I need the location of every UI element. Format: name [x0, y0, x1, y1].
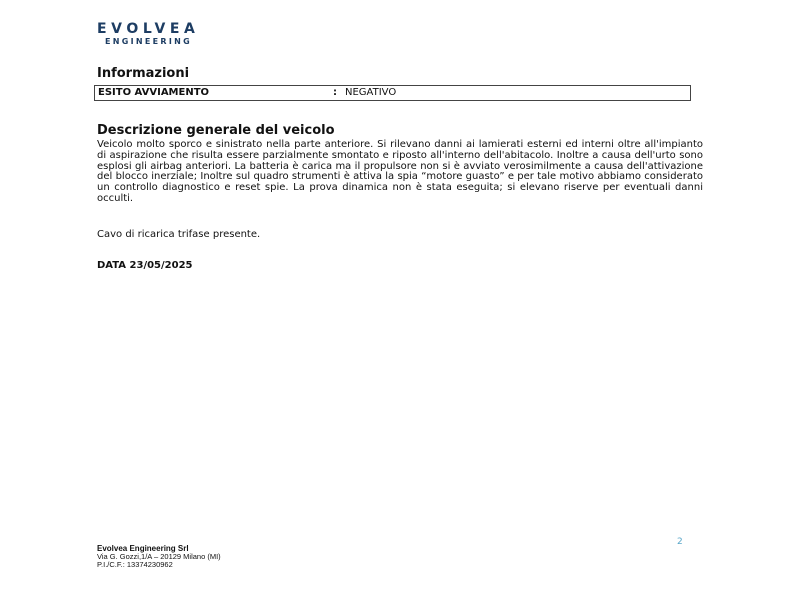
page-number: 2	[677, 537, 683, 547]
company-logo	[97, 22, 227, 46]
section-title-informazioni: Informazioni	[97, 66, 190, 81]
info-key: ESITO AVVIAMENTO	[98, 87, 210, 98]
footer-company: Evolvea Engineering Srl	[97, 544, 189, 553]
section-title-descrizione: Descrizione generale del veicolo	[97, 123, 335, 138]
page-footer	[97, 545, 221, 569]
footer-address: Via G. Gozzi,1/A – 20129 Milano (MI)	[97, 552, 221, 561]
logo-subtitle: ENGINEERING	[105, 37, 193, 46]
info-value: NEGATIVO	[345, 87, 397, 98]
logo-wordmark: EVOLVEA	[97, 21, 200, 37]
description-paragraph: Veicolo molto sporco e sinistrato nella parte anteriore. Si rilevano danni ai lamierati esterni ed interni oltre all'impianto di aspirazione che risulta essere parzialmente smontato e riposto all'interno dell'abitacolo. Inoltre a causa dell'urto sono esplosi gli airbag anteriori. La batteria è carica ma il propulsore non si è avviato verosimilmente a causa dell'attivazione del blocco inerziale; Inoltre sul quadro strumenti è attiva la spia “motore guasto” e per tale motivo abbiamo considerato un controllo diagnostico e reset spie. La prova dinamica non è stata eseguita; si elevano riserve per eventuali danni occulti.	[97, 139, 703, 204]
info-table-row	[94, 85, 691, 101]
description-note: Cavo di ricarica trifase presente.	[97, 229, 261, 240]
footer-vat: P.I./C.F.: 13374230962	[97, 560, 173, 569]
info-separator: :	[333, 87, 337, 98]
document-date: DATA 23/05/2025	[97, 260, 193, 271]
